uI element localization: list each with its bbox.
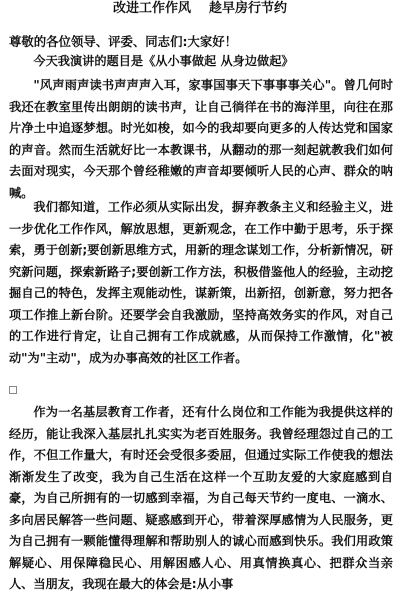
document-title: 改进工作作风 趁早房行节约	[112, 1, 288, 16]
paragraph-reading-voice: "风声雨声读书声声声入耳，家事国事天下事事事关心"。曾几何时我还在教室里传出朗朗的读书声，让自己徜徉在书的海洋里，向往在那片净土中追逐梦想。时光如梭，如今的我却要向更多的人传达党和国家的声音。然而生活就好比一本教课书，从翻动的那一刻起就教我们如何去面对现实，今天那个曾经稚嫩的声音却要倾听人民的心声、群众的呐喊。	[9, 78, 393, 200]
paragraph-work-style: 我们都知道，工作必须从实际出发，摒弃教条主义和经验主义，进一步优化工作作风，解放思想，更新观念，在工作中勤于思考，乐于探索，勇于创新;要创新思维方式，用新的理念谋划工作，分析新情况，研究新问题，探索新路子;要创新工作方法，积极借鉴他人的经验，主动挖掘自己的特色，发挥主观能动性，谋新策，出新招，创新意，努力把各项工作推上新台阶。还要学会自我激励，坚持高效务实的作风，对自己的工作进行肯定，让自己拥有工作成就感，从而保持工作激情，化"被动"为"主动"，成为办事高效的社区工作者。	[9, 200, 393, 365]
paragraph-speech-topic: 今天我演讲的题目是《从小事做起 从身边做起》	[33, 54, 294, 68]
greeting-line: 尊敬的各位领导、评委、同志们:大家好！	[9, 34, 237, 49]
placeholder-box-icon	[9, 386, 17, 394]
paragraph-grassroots-work: 作为一名基层教育工作者，还有什么岗位和工作能为我提供这样的经历，能让我深入基层扎扎实实为老百姓服务。我曾经理怨过自己的工作，不但工作量大，有时还会受很多委屈，但通过实际工作使我的想法渐渐发生了改变，我为自己生活在这样一个互助友爱的大家庭感到自豪，为自己所拥有的一切感到幸福，为自己每天节约一度电、一滴水、多向居民解答一些问题、疑惑感到开心，带着深厚感情为人民服务，更为自己拥有一颗能懂得理解和帮助别人的诚心而感到快乐。我们用政策解疑心、用保障稳民心、用解困感人心、用真情换真心、把群众当亲人、当朋友，我现在最大的体会是:从小事	[9, 405, 393, 591]
